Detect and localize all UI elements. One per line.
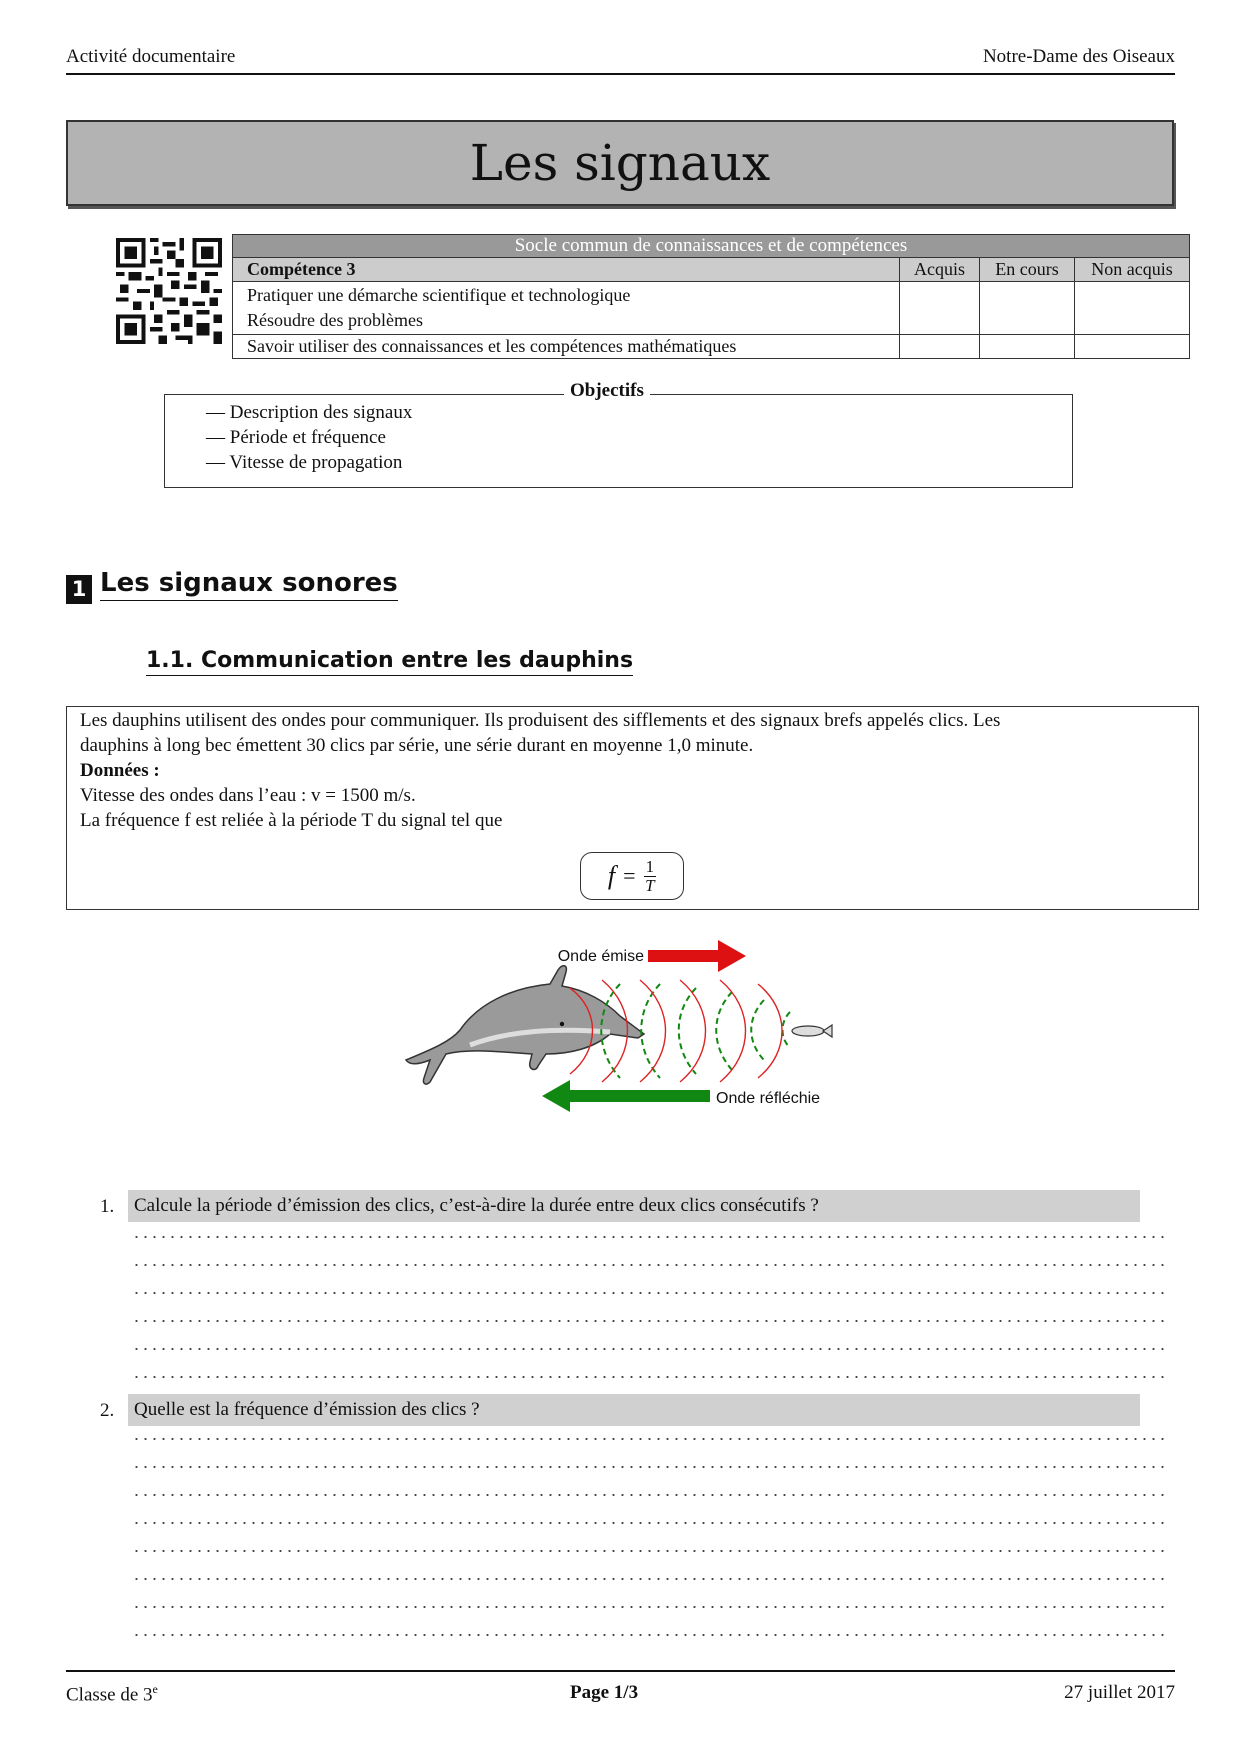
footer-class-sup: e xyxy=(152,1682,158,1696)
competence-label: Compétence 3 xyxy=(233,258,900,282)
answer-line[interactable] xyxy=(132,1522,1164,1524)
footer-class xyxy=(66,1682,158,1706)
answer-line[interactable] xyxy=(132,1320,1164,1322)
title-box xyxy=(66,120,1174,206)
skill-text: Savoir utiliser des connaissances et les compétences mathématiques xyxy=(233,335,900,359)
answer-line[interactable] xyxy=(132,1606,1164,1608)
objective-item: — Description des signaux xyxy=(206,402,413,423)
page-title: Les signaux xyxy=(469,134,771,192)
check-cell[interactable] xyxy=(900,282,980,335)
objective-item: — Période et fréquence xyxy=(206,427,386,448)
table-row xyxy=(233,282,1190,335)
answer-line[interactable] xyxy=(132,1634,1164,1636)
table-caption: Socle commun de connaissances et de compétences xyxy=(233,235,1190,258)
footer-rule xyxy=(66,1670,1175,1672)
formula-eq: = xyxy=(623,863,636,888)
answer-line[interactable] xyxy=(132,1236,1164,1238)
header-left: Activité documentaire xyxy=(66,46,236,67)
text-line: dauphins à long bec émettent 30 clics par série, une série durant en moyenne 1,0 minute. xyxy=(80,735,754,756)
check-cell[interactable] xyxy=(1075,335,1190,359)
header-right: Notre-Dame des Oiseaux xyxy=(982,46,1175,67)
formula-fraction xyxy=(644,858,657,895)
check-cell[interactable] xyxy=(900,335,980,359)
formula-lhs: f xyxy=(607,861,616,890)
answer-line[interactable] xyxy=(132,1348,1164,1350)
answer-line[interactable] xyxy=(132,1550,1164,1552)
answer-line[interactable] xyxy=(132,1376,1164,1378)
qr-code-icon xyxy=(116,238,222,344)
data-heading: Données : xyxy=(80,760,160,781)
col-acquis: Acquis xyxy=(900,258,980,282)
formula-denominator: T xyxy=(645,875,655,895)
formula-box xyxy=(580,852,684,900)
objective-item: — Vitesse de propagation xyxy=(206,452,403,473)
dolphin-icon xyxy=(406,966,644,1084)
check-cell[interactable] xyxy=(1075,282,1190,335)
question-number: 2. xyxy=(100,1400,115,1421)
col-en-cours: En cours xyxy=(980,258,1075,282)
question-number: 1. xyxy=(100,1196,115,1217)
skill-text: Pratiquer une démarche scientifique et technologique xyxy=(247,285,631,305)
arrow-right-icon xyxy=(648,940,746,972)
page-number: Page 1/3 xyxy=(570,1682,639,1703)
formula-numerator: 1 xyxy=(645,856,655,876)
table-row xyxy=(233,335,1190,359)
footer-date: 27 juillet 2017 xyxy=(1064,1682,1175,1703)
answer-line[interactable] xyxy=(132,1466,1164,1468)
check-cell[interactable] xyxy=(980,282,1075,335)
section-title: Les signaux sonores xyxy=(100,568,398,601)
question-text: Calcule la période d’émission des clics, c’est-à-dire la durée entre deux clics consécutifs ? xyxy=(128,1190,1140,1222)
col-non-acquis: Non acquis xyxy=(1075,258,1190,282)
answer-line[interactable] xyxy=(132,1438,1164,1440)
speed-line: Vitesse des ondes dans l’eau : v = 1500 m/s. xyxy=(80,785,416,806)
dolphin-figure xyxy=(390,930,860,1130)
wave-emitted-label: Onde émise xyxy=(557,948,644,965)
answer-line[interactable] xyxy=(132,1292,1164,1294)
subsection-title: 1.1. Communication entre les dauphins xyxy=(146,648,633,676)
check-cell[interactable] xyxy=(980,335,1075,359)
skill-text: Résoudre des problèmes xyxy=(247,310,423,330)
wave-reflected-label: Onde réfléchie xyxy=(716,1090,821,1107)
section-number: 1 xyxy=(66,575,92,604)
text-line: Les dauphins utilisent des ondes pour communiquer. Ils produisent des sifflements et des signaux brefs appelés clics. Les xyxy=(80,710,1001,731)
footer-class-text: Classe de 3 xyxy=(66,1684,153,1706)
question-text: Quelle est la fréquence d’émission des clics ? xyxy=(128,1394,1140,1426)
header-rule xyxy=(66,73,1175,75)
fish-icon xyxy=(792,1025,832,1037)
answer-line[interactable] xyxy=(132,1578,1164,1580)
answer-line[interactable] xyxy=(132,1494,1164,1496)
arrow-left-icon xyxy=(542,1080,710,1112)
relation-line: La fréquence f est reliée à la période T du signal tel que xyxy=(80,810,503,831)
objectives-title: Objectifs xyxy=(564,380,650,402)
competence-table xyxy=(232,234,1190,359)
answer-line[interactable] xyxy=(132,1264,1164,1266)
